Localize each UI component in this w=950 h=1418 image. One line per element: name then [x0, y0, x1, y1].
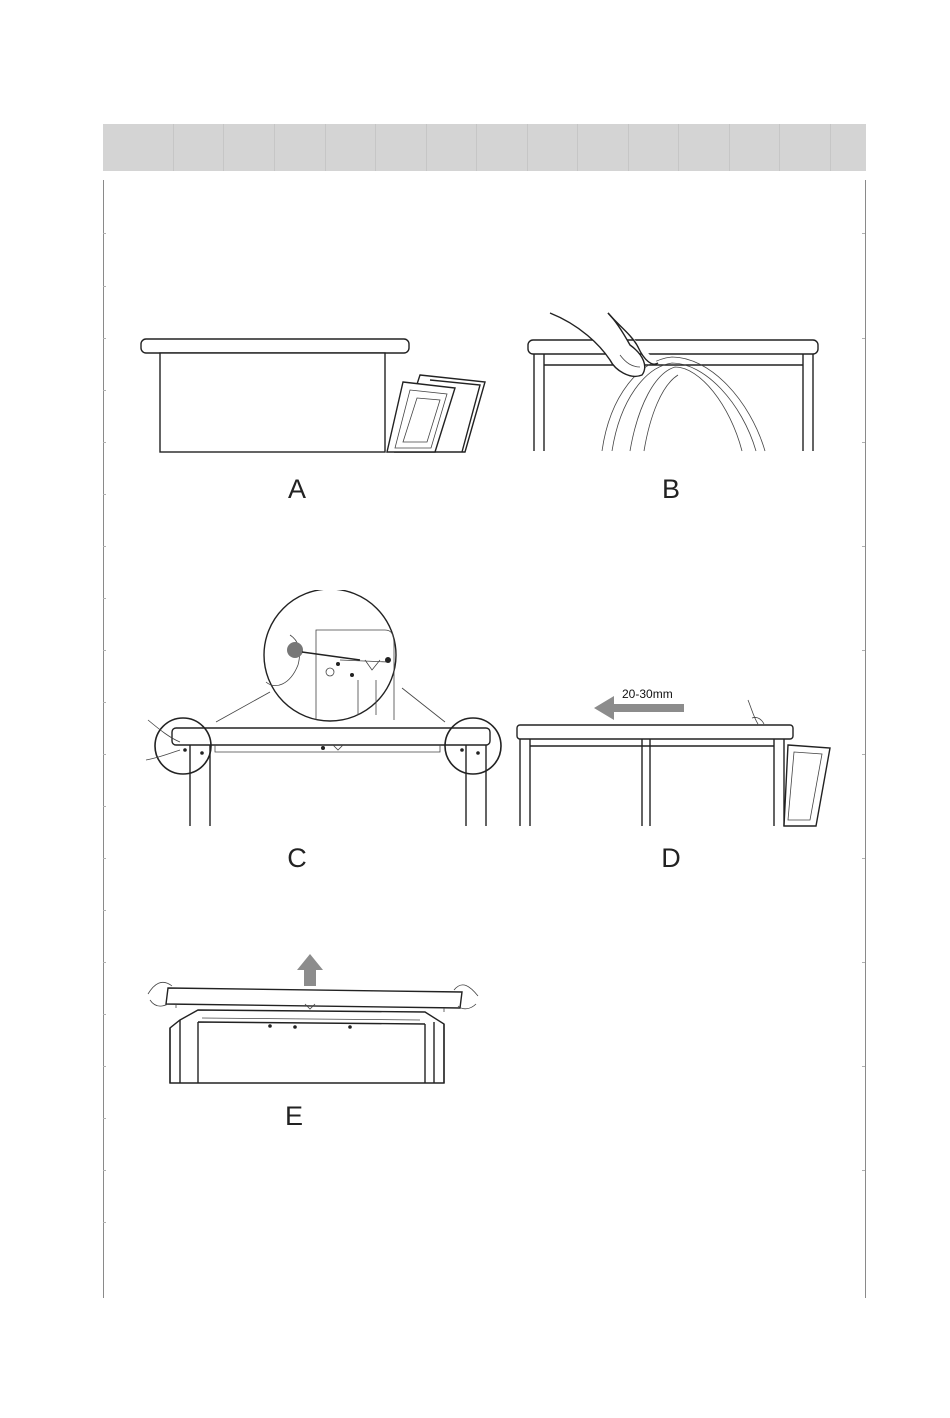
figure-c-illustration — [140, 590, 510, 830]
figure-d-label: D — [661, 843, 681, 873]
figure-e-label: E — [284, 1101, 303, 1131]
figure-d-illustration — [512, 680, 842, 830]
header-band — [103, 124, 866, 171]
figure-e-illustration — [140, 948, 480, 1088]
right-frame-line — [865, 180, 866, 1298]
left-frame-line — [103, 180, 104, 1298]
arrow-up-icon — [297, 954, 323, 986]
figure-b-label: B — [661, 474, 680, 504]
figure-c-label: C — [287, 843, 307, 873]
figure-b-illustration — [520, 305, 830, 460]
dimension-label: 20-30mm — [622, 687, 673, 701]
figure-a-label: A — [287, 474, 306, 504]
figure-a-illustration — [135, 330, 505, 460]
